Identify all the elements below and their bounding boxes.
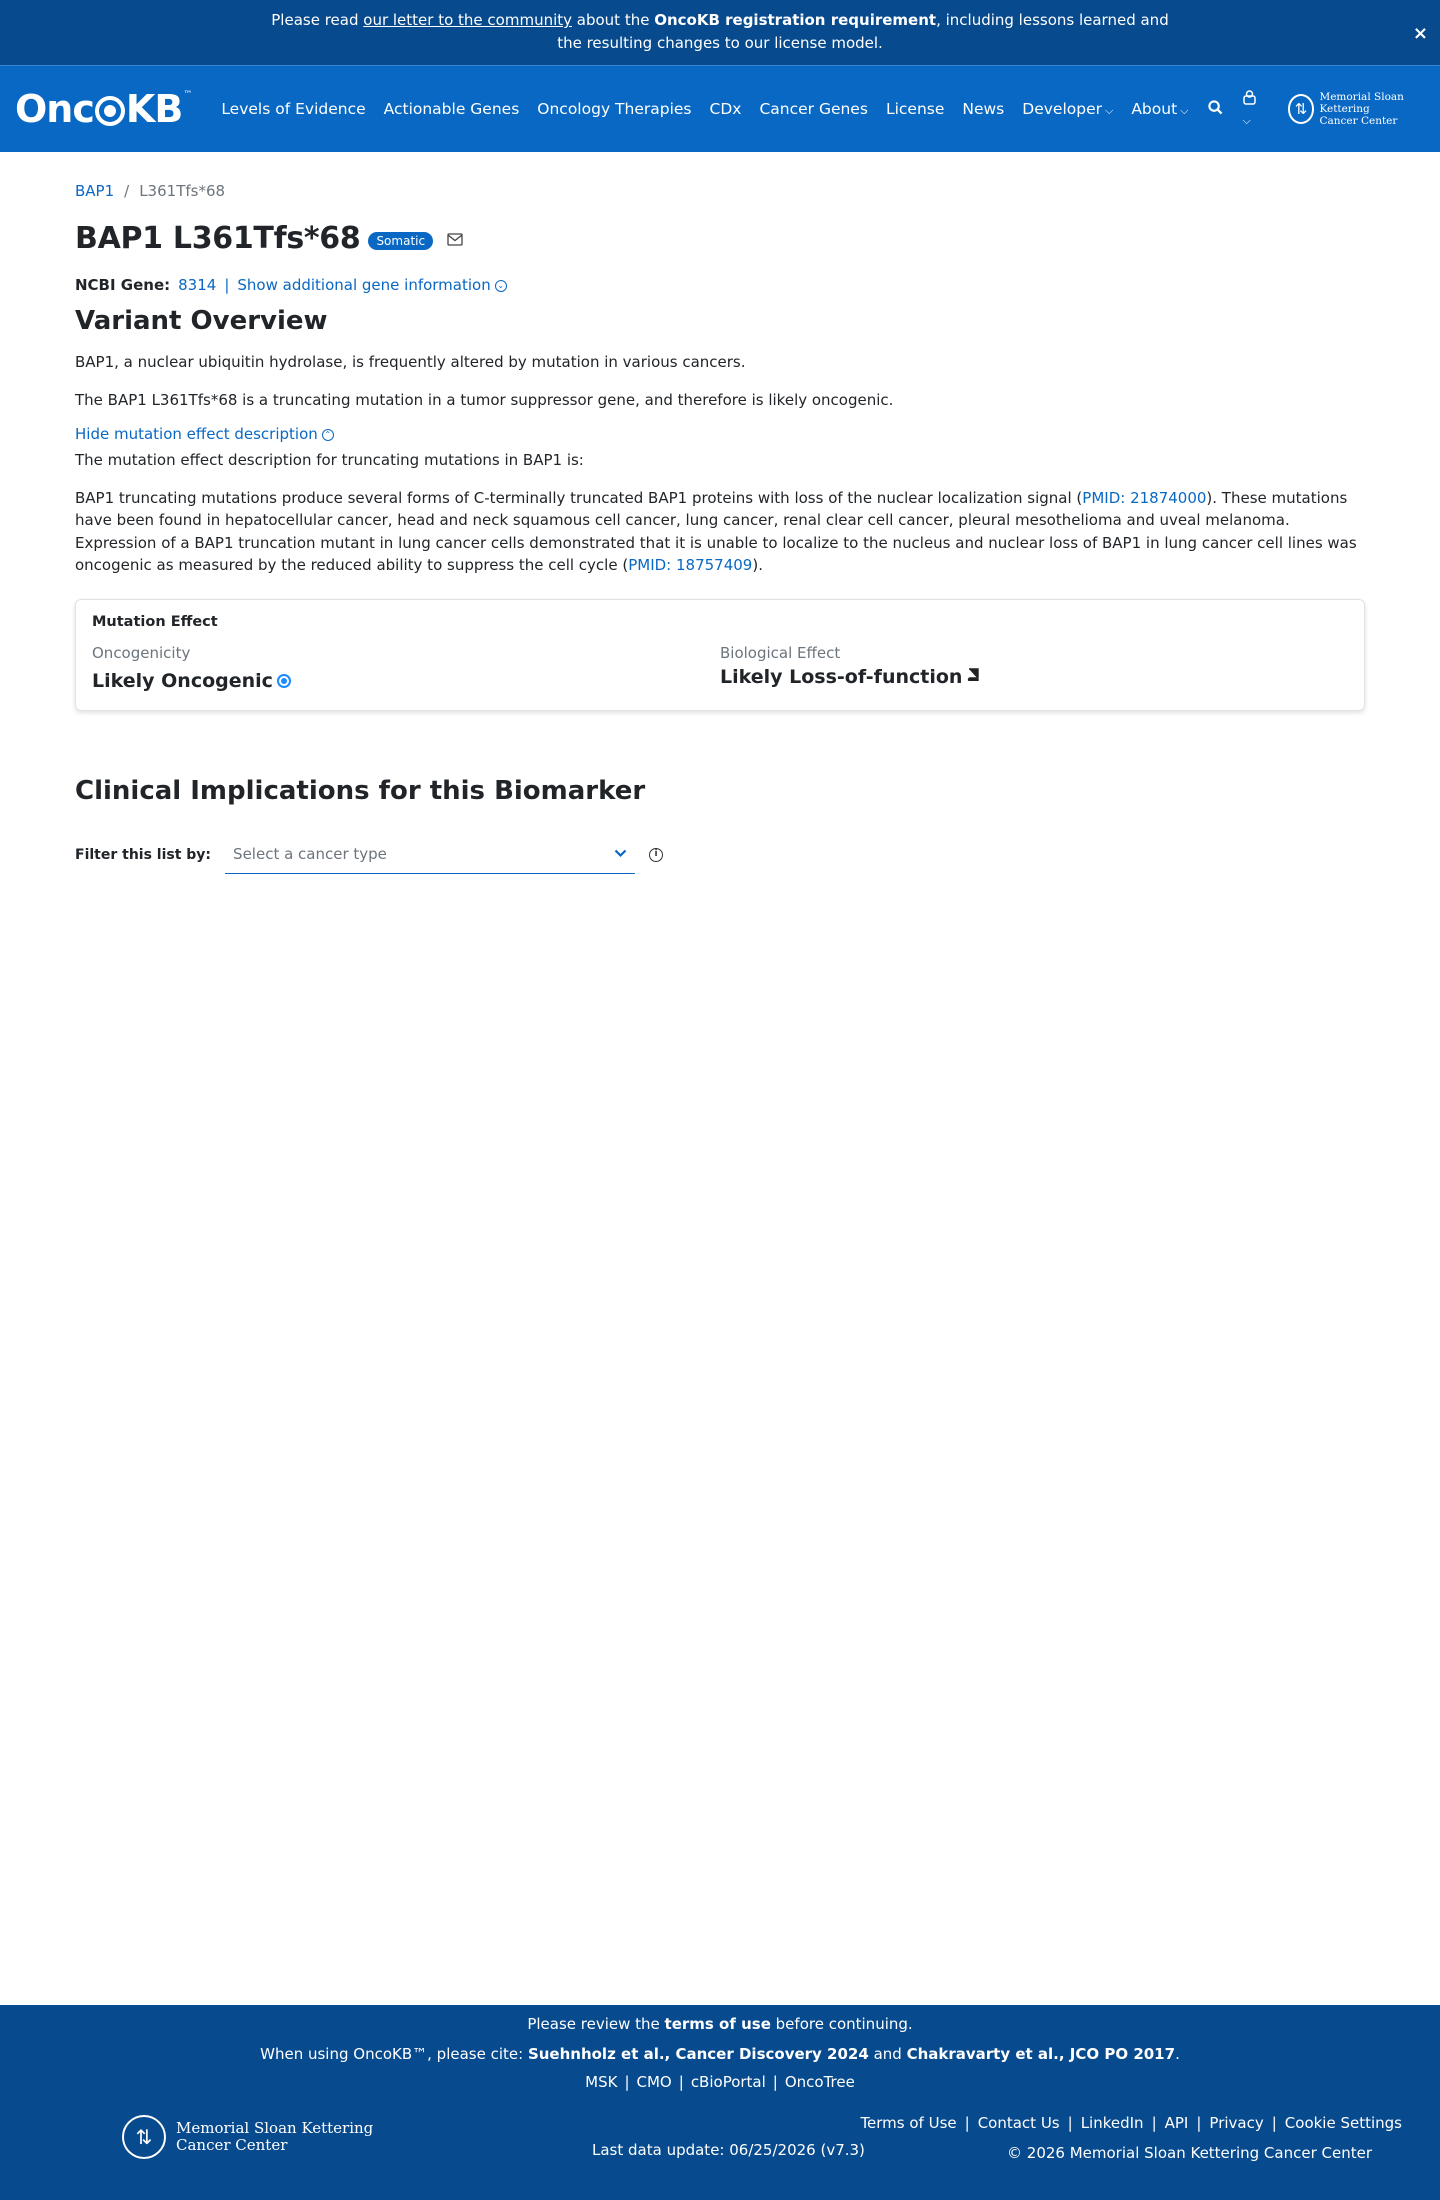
- msk-logo[interactable]: [1288, 91, 1440, 127]
- biological-effect-value: Likely Loss-of-function: [720, 665, 963, 688]
- show-gene-info-label: Show additional gene information: [237, 276, 491, 294]
- footer-citation: [0, 2045, 1440, 2063]
- breadcrumb-variant: L361Tfs*68: [139, 182, 226, 200]
- chevron-down-icon: ⌵: [1180, 104, 1189, 117]
- banner-suffix: , including lessons learned and: [936, 11, 1169, 29]
- oncokb-logo[interactable]: [15, 87, 190, 131]
- footer-link-cmo[interactable]: CMO: [636, 2073, 672, 2091]
- mutation-effect-intro: The mutation effect description for truncating mutations in BAP1 is:: [75, 451, 584, 469]
- biological-effect-label: Biological Effect: [720, 643, 841, 662]
- footer-link-api[interactable]: API: [1164, 2114, 1189, 2132]
- desc-part-1: BAP1 truncating mutations produce several forms of C-terminally truncated BAP1 proteins with loss of the nuclear localization signal (: [75, 488, 1083, 507]
- nav-about-label: About: [1131, 100, 1178, 118]
- search-icon[interactable]: [1208, 100, 1223, 119]
- citation-1[interactable]: Suehnholz et al., Cancer Discovery 2024: [527, 2045, 869, 2063]
- main-navbar: [0, 65, 1440, 152]
- breadcrumb: [75, 182, 1365, 200]
- mutation-effect-columns: [92, 644, 1348, 692]
- nav-developer-label: Developer: [1022, 100, 1102, 118]
- review-post: before continuing.: [770, 2015, 913, 2033]
- breadcrumb-gene-link[interactable]: BAP1: [75, 182, 115, 200]
- user-menu[interactable]: [1243, 90, 1266, 128]
- msk-line-1: Memorial Sloan Kettering: [1319, 91, 1404, 115]
- main-content: [75, 152, 1365, 874]
- banner-line-2: the resulting changes to our license model.: [557, 34, 883, 52]
- biological-effect-column: [720, 644, 1348, 692]
- nav-cancer-genes[interactable]: Cancer Genes: [759, 100, 868, 118]
- cancer-type-placeholder: Select a cancer type: [233, 845, 387, 863]
- divider: |: [224, 276, 230, 294]
- cancer-type-select[interactable]: [225, 836, 635, 874]
- divider: |: [624, 2073, 630, 2091]
- breadcrumb-separator: /: [124, 182, 130, 200]
- nav-levels-of-evidence[interactable]: Levels of Evidence: [221, 100, 366, 118]
- banner-bold: OncoKB registration requirement: [654, 11, 937, 29]
- pmid-link-2[interactable]: PMID: 18757409: [628, 556, 753, 574]
- nav-developer-dropdown[interactable]: [1022, 100, 1113, 118]
- footer-msk-logo[interactable]: [122, 2115, 373, 2159]
- citation-2[interactable]: Chakravarty et al., JCO PO 2017: [906, 2045, 1176, 2063]
- footer-link-cbioportal[interactable]: cBioPortal: [690, 2073, 766, 2091]
- mutation-effect-description: [75, 487, 1365, 577]
- ncbi-gene-row: [75, 276, 1365, 294]
- footer-msk-line-2: Cancer Center: [176, 2136, 288, 2154]
- footer-link-linkedin[interactable]: LinkedIn: [1080, 2114, 1144, 2132]
- pmid-link-1[interactable]: PMID: 21874000: [1082, 488, 1207, 507]
- book-icon[interactable]: [967, 668, 979, 685]
- gene-summary: BAP1, a nuclear ubiquitin hydrolase, is frequently altered by mutation in various cancers.: [75, 353, 746, 371]
- mutation-effect-card: [75, 599, 1365, 711]
- last-data-update: Last data update: 06/25/2026 (v7.3): [592, 2141, 865, 2159]
- letter-link[interactable]: our letter to the community: [363, 11, 573, 29]
- announcement-banner: [0, 0, 1440, 65]
- clinical-implications-heading: Clinical Implications for this Biomarker: [75, 775, 646, 806]
- review-pre: Please review the: [527, 2015, 665, 2033]
- user-icon: [1243, 90, 1256, 105]
- cite-and: and: [868, 2045, 907, 2063]
- footer-partner-links: [0, 2073, 1440, 2091]
- footer-legal-links: [860, 2114, 1402, 2132]
- msk-logo-text: [1319, 91, 1440, 127]
- oncogenicity-column: [92, 644, 720, 692]
- footer-link-contact[interactable]: Contact Us: [977, 2114, 1060, 2132]
- footer-link-terms[interactable]: Terms of Use: [860, 2114, 957, 2132]
- nav-about-dropdown[interactable]: [1131, 100, 1188, 118]
- nav-license[interactable]: License: [885, 100, 945, 118]
- somatic-badge: Somatic: [368, 232, 433, 250]
- logo-tm: ™: [183, 90, 192, 100]
- mutation-effect-title: Mutation Effect: [92, 613, 218, 630]
- circle-chevron-up-icon: ⌃: [322, 429, 334, 441]
- nav-oncology-therapies[interactable]: Oncology Therapies: [537, 100, 692, 118]
- show-gene-info-link[interactable]: [237, 276, 506, 294]
- ncbi-gene-link[interactable]: 8314: [178, 276, 217, 294]
- banner-prefix: Please read: [271, 11, 364, 29]
- logo-target-icon: [95, 96, 125, 126]
- divider: |: [1196, 2114, 1202, 2132]
- filter-row: [75, 836, 1365, 874]
- nav-cdx[interactable]: CDx: [709, 100, 742, 118]
- nav-actionable-genes[interactable]: Actionable Genes: [383, 100, 520, 118]
- cite-end: .: [1175, 2045, 1180, 2063]
- likely-oncogenic-icon: [277, 674, 291, 688]
- footer-link-cookie-settings[interactable]: Cookie Settings: [1284, 2114, 1402, 2132]
- circle-chevron-down-icon: ⌄: [495, 280, 507, 292]
- divider: |: [1151, 2114, 1157, 2132]
- cite-pre: When using OncoKB™, please cite:: [260, 2045, 528, 2063]
- footer-terms-notice: [0, 2015, 1440, 2033]
- footer: [0, 2005, 1440, 2200]
- hide-mutation-effect-label: Hide mutation effect description: [75, 425, 318, 443]
- oncogenicity-value-row: [92, 670, 720, 692]
- divider: |: [772, 2073, 778, 2091]
- chevron-down-icon: ⌵: [1104, 104, 1114, 117]
- chevron-down-icon: ⌵: [1242, 114, 1251, 127]
- variant-overview-heading: Variant Overview: [75, 306, 328, 336]
- footer-link-msk[interactable]: MSK: [585, 2073, 618, 2091]
- info-icon[interactable]: i: [649, 848, 663, 862]
- oncogenicity-value: Likely Oncogenic: [92, 669, 273, 692]
- msk-emblem-icon: ⇅: [122, 2115, 166, 2159]
- ncbi-label: NCBI Gene:: [75, 276, 171, 294]
- logo-text-kb: KB: [125, 87, 183, 131]
- copyright: © 2026 Memorial Sloan Kettering Cancer Center: [1007, 2144, 1372, 2162]
- divider: |: [1067, 2114, 1073, 2132]
- close-icon[interactable]: ×: [1412, 23, 1428, 44]
- divider: |: [678, 2073, 684, 2091]
- logo-text-onc: Onc: [15, 87, 94, 131]
- biological-effect-value-row: [720, 666, 1348, 688]
- hide-mutation-effect-link[interactable]: [75, 425, 1365, 443]
- oncogenicity-label: Oncogenicity: [92, 643, 191, 662]
- footer-msk-line-1: Memorial Sloan Kettering: [176, 2119, 374, 2137]
- chevron-down-icon: [614, 846, 627, 862]
- filter-label: Filter this list by:: [75, 846, 212, 863]
- footer-msk-text: [176, 2120, 373, 2154]
- nav-news[interactable]: News: [962, 100, 1005, 118]
- variant-summary: The BAP1 L361Tfs*68 is a truncating mutation in a tumor suppressor gene, and therefore is likely oncogenic.: [75, 390, 894, 409]
- footer-link-oncotree[interactable]: OncoTree: [784, 2073, 855, 2091]
- divider: |: [964, 2114, 970, 2132]
- envelope-icon[interactable]: [447, 231, 463, 250]
- divider: |: [1271, 2114, 1277, 2132]
- banner-middle: about the: [572, 11, 655, 29]
- desc-part-2: ). These mutations have been found in hepatocellular cancer, head and neck squamous cell cancer, lung cancer, renal clear cell cancer, pleural mesothelioma and uveal melanoma. Expression of a BAP1 truncation mutant in lung cancer cells demonstrated that it is unable to localize to the nucleus and nuclear loss of BAP1 in lung cancer cell lines was oncogenic as measured by the reduced ability to suppress the cell cycle (: [75, 488, 1357, 574]
- banner-line-1: [0, 9, 1440, 32]
- desc-part-3: ).: [752, 556, 763, 574]
- title-row: [75, 221, 1365, 256]
- footer-link-privacy[interactable]: Privacy: [1209, 2114, 1264, 2132]
- terms-of-use-link[interactable]: terms of use: [664, 2015, 771, 2033]
- msk-line-2: Cancer Center: [1319, 115, 1398, 127]
- msk-emblem-icon: ⇅: [1288, 94, 1315, 124]
- page-title: BAP1 L361Tfs*68: [75, 221, 361, 256]
